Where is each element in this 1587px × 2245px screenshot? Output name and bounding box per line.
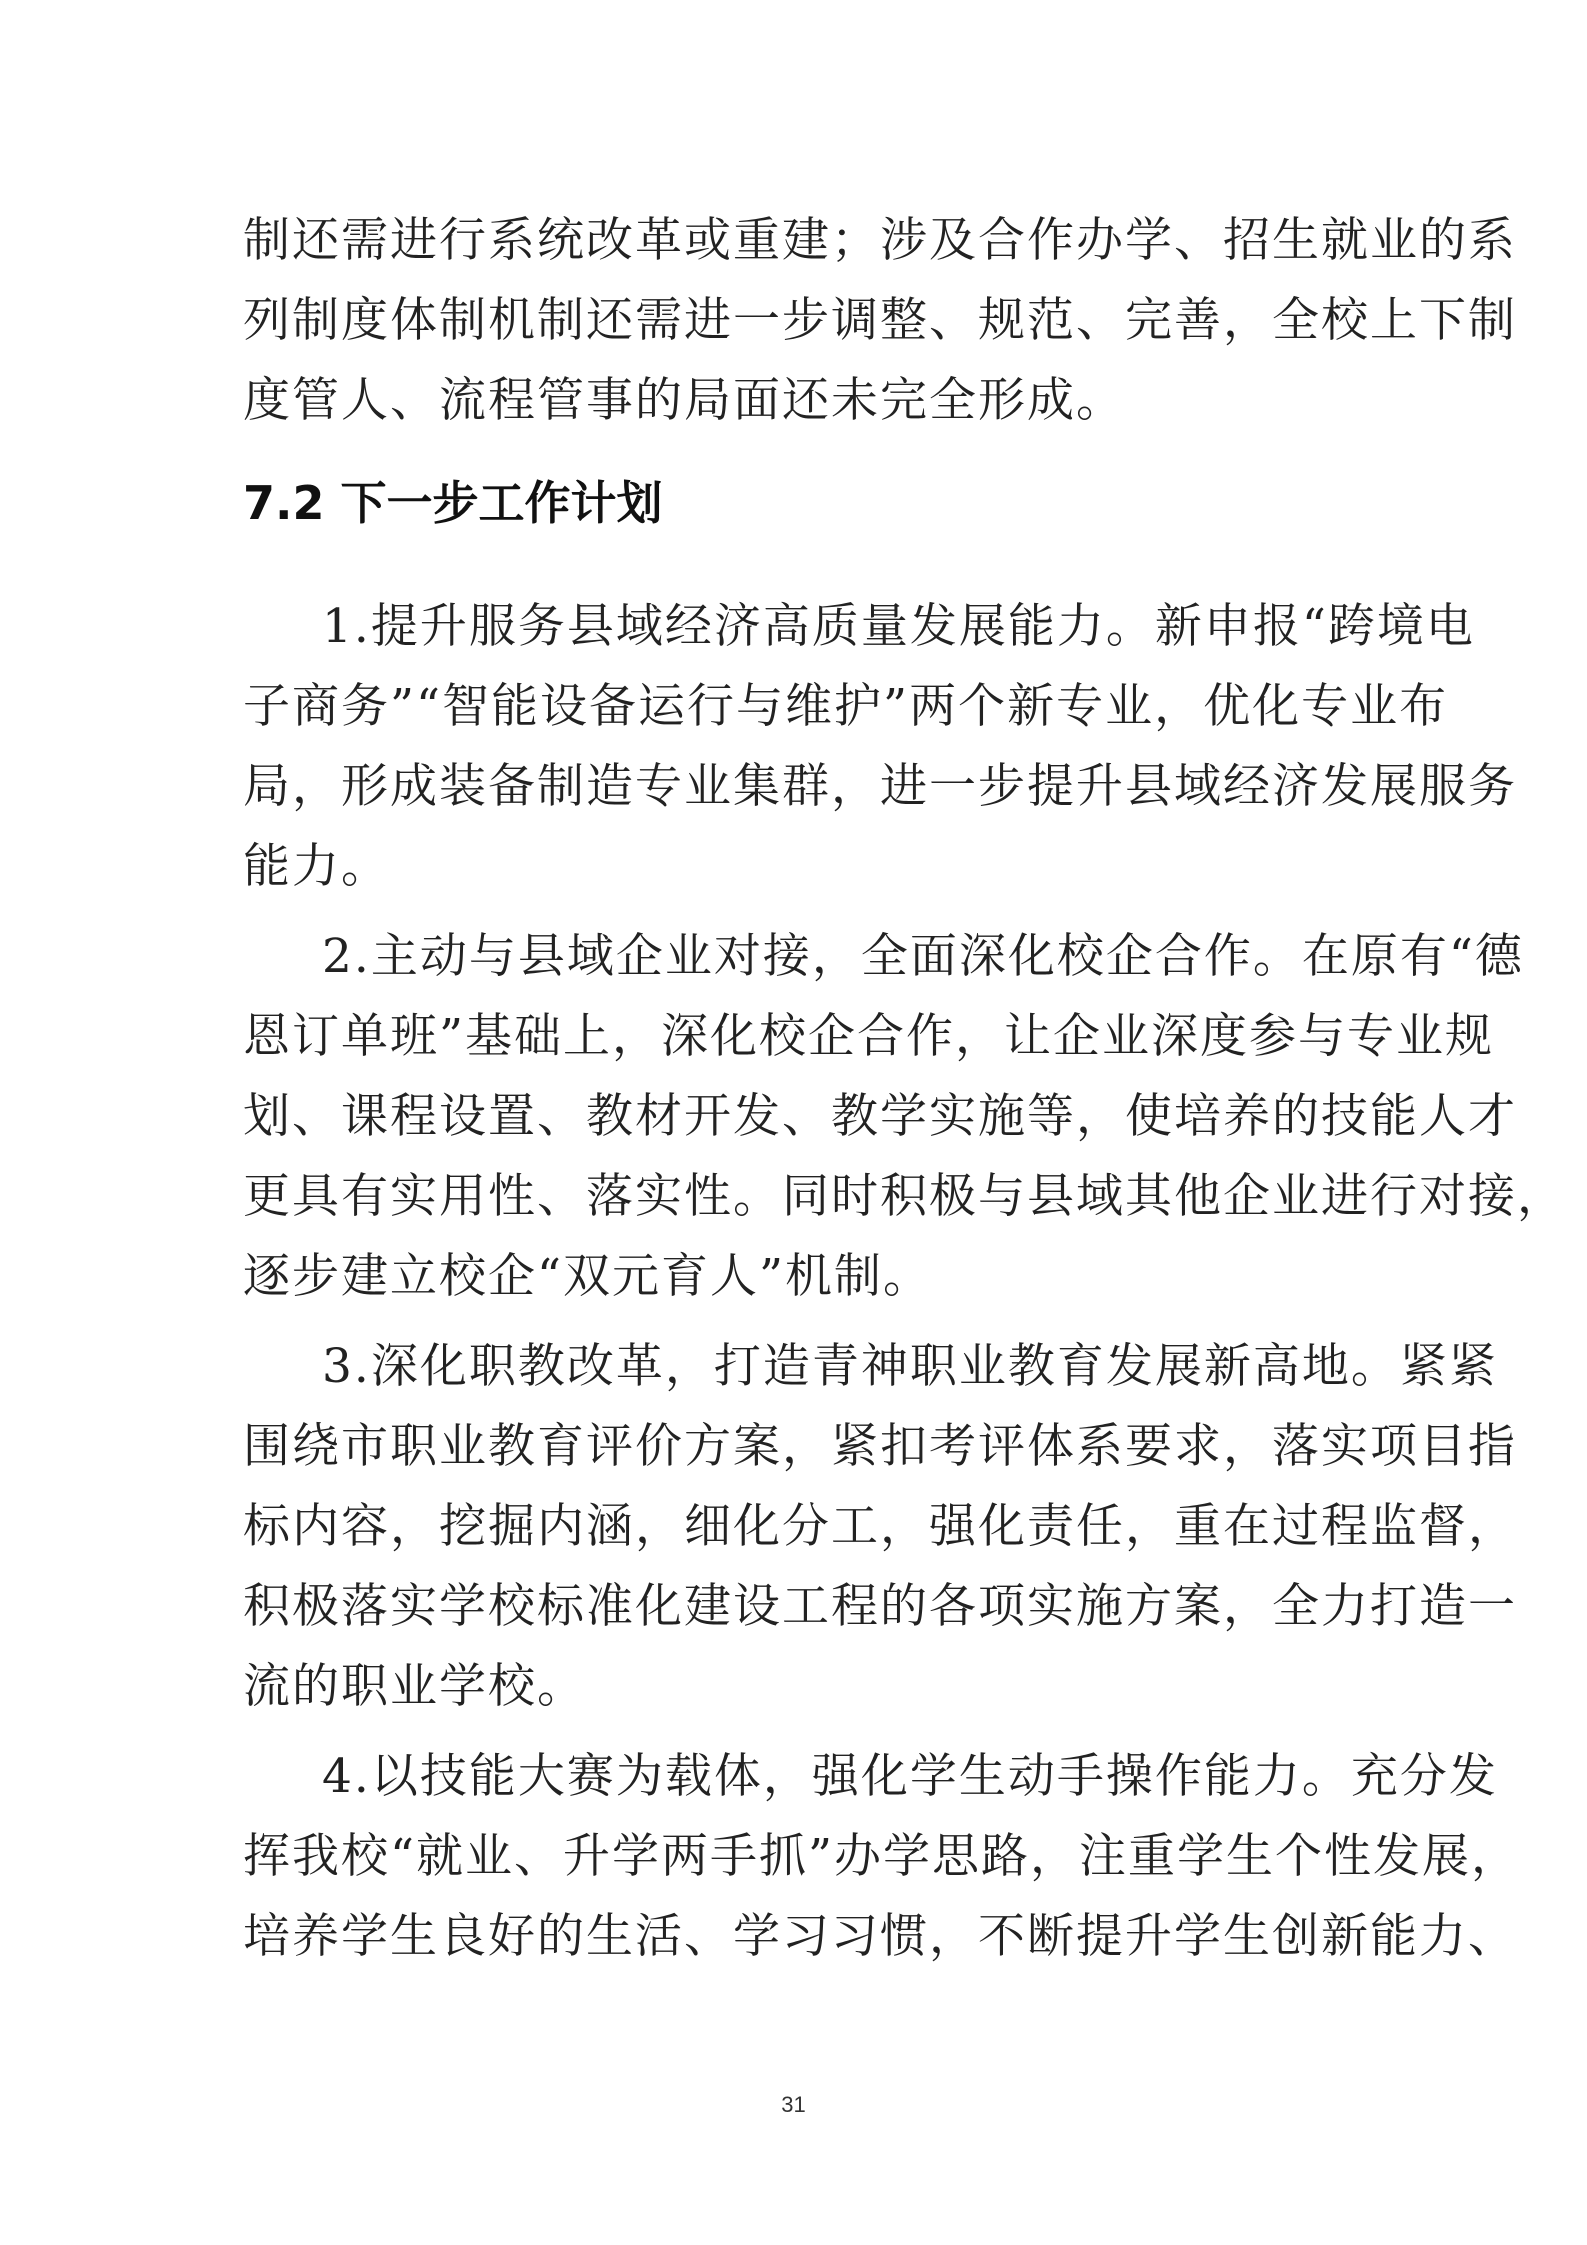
paragraph-line: 3.深化职教改革，打造青神职业教育发展新高地。紧紧: [322, 1339, 1498, 1394]
paragraph-line: 列制度体制机制还需进一步调整、规范、完善，全校上下制: [243, 293, 1517, 348]
paragraph-line: 积极落实学校标准化建设工程的各项实施方案，全力打造一: [243, 1579, 1517, 1634]
paragraph-line: 局，形成装备制造专业集群，进一步提升县域经济发展服务: [243, 759, 1517, 814]
paragraph-line: 1.提升服务县域经济高质量发展能力。新申报“跨境电: [322, 599, 1475, 654]
paragraph-line: 划、课程设置、教材开发、教学实施等，使培养的技能人才: [243, 1089, 1517, 1144]
paragraph-line: 制还需进行系统改革或重建；涉及合作办学、招生就业的系: [243, 213, 1517, 268]
paragraph-line: 流的职业学校。: [243, 1659, 586, 1714]
paragraph-line: 标内容，挖掘内涵，细化分工，强化责任，重在过程监督，: [243, 1499, 1517, 1554]
paragraph-line: 2.主动与县域企业对接，全面深化校企合作。在原有“德: [322, 929, 1524, 984]
paragraph-line: 更具有实用性、落实性。同时积极与县域其他企业进行对接，: [243, 1169, 1566, 1224]
section-heading: 7.2 下一步工作计划: [243, 476, 663, 530]
paragraph-line: 围绕市职业教育评价方案，紧扣考评体系要求，落实项目指: [243, 1419, 1517, 1474]
paragraph-line: 4.以技能大赛为载体，强化学生动手操作能力。充分发: [322, 1749, 1498, 1804]
paragraph-line: 恩订单班”基础上，深化校企合作，让企业深度参与专业规: [243, 1009, 1495, 1064]
paragraph-line: 子商务”“智能设备运行与维护”两个新专业，优化专业布: [243, 679, 1449, 734]
paragraph-line: 能力。: [243, 839, 390, 894]
paragraph-line: 培养学生良好的生活、学习习惯，不断提升学生创新能力、: [243, 1909, 1517, 1964]
page-number: 31: [781, 2092, 806, 2117]
paragraph-line: 度管人、流程管事的局面还未完全形成。: [243, 373, 1125, 428]
paragraph-line: 逐步建立校企“双元育人”机制。: [243, 1249, 933, 1304]
paragraph-line: 挥我校“就业、升学两手抓”办学思路，注重学生个性发展，: [243, 1829, 1521, 1884]
